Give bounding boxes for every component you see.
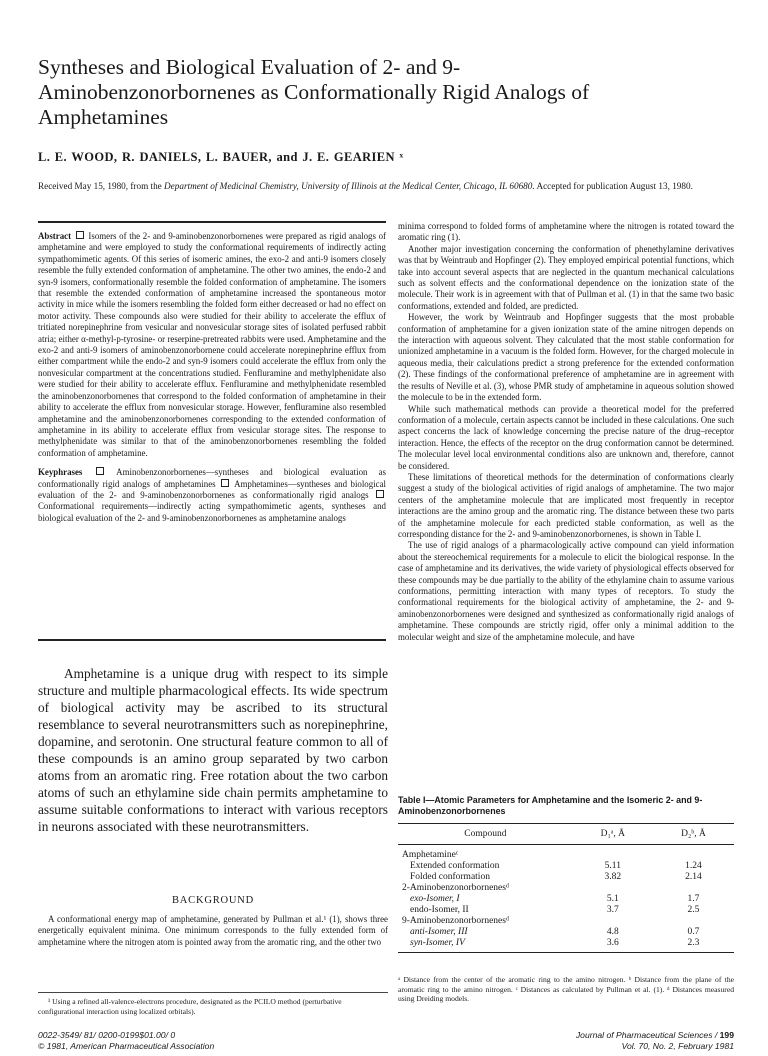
body-paragraph: Another major investigation concerning the conformation of phenethylamine derivatives was that by Weintraub and Hopfinger (2). They employed empirical potential functions, which take into account several aspects that are neglected in the quantum mechanical calculations such as solvent effects and the conformational dependence on the ionization state of the molecule. Their work is in agreement with that of Pullman et al. (1) in that the same two basic conformations, extended and folded, are predicted. xyxy=(398,243,734,311)
table-row xyxy=(398,894,734,905)
abstract-text: Isomers of the 2- and 9-aminobenzonorbornenes were prepared as rigid analogs of amphetamine and were employed to study the conformational requirements of indirectly acting sympathomimetic agents. Of this series of isomeric amines, the exo-2 and anti-9 isomers closely resemble the fully extended conformation of amphetamine. The other two amines, the endo-2 and syn-9 isomers, conformationally resemble the folded conformation of amphetamine. The isomers that resemble the extended conformation of amphetamine increased the spontaneous motor activity in mice while the isomers resembling the folded form either decreased or had no effect on motor activity. These compounds also were studied for their ability to accelerate the efflux of tritiated norepinephrine from vesicular and nonvesicular storage sites of isolated perfused rabbit atria; either α-methyl-p-tyrosine- or reserpine-pretreated rabbits were used. Amphetamine and the exo-2 and anti-9 isomers of aminobenzonorbornene could accelerate norepinephrine efflux from either compartment while the endo-2 and syn-9 isomers could accelerate the efflux from only the nonvesicular compartment at the concentrations studied. Fenfluramine and methylphenidate also were studied for their ability to accelerate efflux. Fenfluramine and methylphenidate resembled the aminobenzonorbornenes that correspond to the folded conformation of amphetamine in their ability to accelerate the efflux from nonvesicular storage. However, fenfluramine also resembled amphetamine and the aminobenzonorbornenes corresponding to the extended conformation of amphetamine in its ability to accelerate efflux from vesicular storage sites. The response to methylphenidate was similar to that of the aminobenzonorbornenes resembling the folded conformation of amphetamine. xyxy=(38,231,387,458)
table-row xyxy=(398,916,734,927)
table-cell-d1 xyxy=(573,916,653,927)
table-row xyxy=(398,905,734,916)
footer-left xyxy=(38,1030,214,1052)
atomic-parameters-table xyxy=(398,823,734,953)
box-bullet-icon xyxy=(76,231,84,239)
table-header-row xyxy=(398,824,734,845)
keyphrase-item: Amphetamines—syntheses and biological evaluation of the 2- and 9-aminobenzonorbornenes as conformationally rigid analogs xyxy=(38,478,386,500)
body-paragraph: minima correspond to folded forms of amphetamine where the nitrogen is rotated toward the aromatic ring (1). xyxy=(398,221,734,243)
table-cell-compound: syn-Isomer, IV xyxy=(398,938,573,953)
body-paragraph: These limitations of theoretical methods for the determination of conformations clearly suggest a study of the biological activities of rigid analogs of amphetamine. The two major centers of the amphetamine molecule that are implicated most frequently in receptor interactions are the amino group and the aromatic ring. The distance between these two parts of the amphetamine molecule for each predicted stable conformation, as well as the corresponding distance for the 2- and 9-aminobenzonorbornenes, is shown in Table I. xyxy=(398,471,734,539)
abstract-box xyxy=(38,221,386,641)
table-cell-compound: exo-Isomer, I xyxy=(410,893,460,904)
footnote: ¹ Using a refined all-valence-electrons procedure, designated as the PCILO method (perturbative configurational interaction using localized orbitals). xyxy=(38,992,388,1016)
table-title: Table I—Atomic Parameters for Amphetamine and the Isomeric 2- and 9-Aminobenzonorbornenes xyxy=(398,795,703,816)
table-cell-d1: 3.82 xyxy=(604,871,622,882)
table-cell-d1: 3.6 xyxy=(573,938,653,953)
table-header-d2: D₂ᵇ, Å xyxy=(653,824,734,845)
table-footnotes: ᵃ Distance from the center of the aromatic ring to the amino nitrogen. ᵇ Distance from the plane of the aromatic ring to the amino nitrogen. ᶜ Distances as calculated by Pullman et al. (1). ᵈ Distances measured using Dreiding models. xyxy=(398,975,734,1004)
box-bullet-icon xyxy=(221,479,229,487)
journal-line xyxy=(576,1030,734,1041)
background-paragraph: A conformational energy map of amphetamine, generated by Pullman et al.¹ (1), shows three energetically equivalent minima. One minimum corresponds to the fully extended form of amphetamine where the nitrogen atom is pointed away from the aromatic ring, and the other two xyxy=(38,914,388,947)
received-lead: Received May 15, 1980, from the xyxy=(38,181,165,191)
table-row xyxy=(398,850,734,861)
table-cell-compound: Amphetamineᶜ xyxy=(402,849,459,860)
table-cell-d2: 0.7 xyxy=(687,926,700,937)
table-cell-d1 xyxy=(573,883,653,894)
table-cell-d2: 1.24 xyxy=(685,860,702,871)
table-cell-d1: 3.7 xyxy=(606,904,619,915)
table-cell-compound: Folded conformation xyxy=(410,871,490,882)
journal-name: Journal of Pharmaceutical Sciences / xyxy=(575,1030,720,1040)
abstract-label: Abstract xyxy=(38,231,72,241)
affiliation: Department of Medicinal Chemistry, University of Illinois at the Medical Center, Chicago, IL 60680. xyxy=(164,181,535,191)
table-cell-compound: Extended conformation xyxy=(410,860,500,871)
body-paragraph: The use of rigid analogs of a pharmacologically active compound can yield information about the stereochemical requirements for a molecule to elicit the biological response. In the case of amphetamine and its derivatives, the wide variety of physiological effects observed for these compounds may be due partially to the ability of the ethylamine chain to assume various conformations, permitting interaction with many types of receptors. To study the conformational requirements for the biological activity of amphetamine, the 2- and 9-aminobenzonorbornenes were designed and synthesized as conformationally rigid analogs of amphetamine. These compounds are strictly rigid, offer only a minimal addition to the molecular weight and size of the amphetamine molecule, and have xyxy=(398,540,734,642)
right-column xyxy=(398,221,734,643)
keyphrases-label: Keyphrases xyxy=(38,467,83,478)
table-cell-d2: 1.7 xyxy=(687,893,700,904)
section-heading-background: BACKGROUND xyxy=(171,895,255,906)
table-cell-d2 xyxy=(653,916,734,927)
volume-issue: Vol. 70, No. 2, February 1981 xyxy=(621,1041,734,1051)
body-paragraph: However, the work by Weintraub and Hopfinger suggests that the most probable conformation of amphetamine for a given ionization state of the amine nitrogen depends on the interaction with aqueous solvent. They calculated that the most stable conformation for unionized amphetamine in a vacuum is the folded form. However, for the charged molecule in aqueous media, their calculations predict a strong preference for the extended conformation (2). These findings of the conformational preference of amphetamine are in agreement with the results of Neville et al. (3), whose PMR study of amphetamine in aqueous solution showed the molecule to be in the extended form. xyxy=(398,312,734,403)
received-line xyxy=(38,180,738,192)
table-cell-compound: 9-Aminobenzonorbornenesᵈ xyxy=(402,915,509,926)
abstract xyxy=(38,231,386,459)
keyphrase-item: Conformational requirements—indirectly acting sympathomimetic agents, syntheses and biological evaluation of the 2- and 9-aminobenzonorbornenes as amphetamine analogs xyxy=(38,501,386,523)
table-cell-d1 xyxy=(573,850,653,861)
table-row xyxy=(398,872,734,883)
table-row xyxy=(398,861,734,872)
table-cell-d2: 2.3 xyxy=(653,938,734,953)
article-title: Syntheses and Biological Evaluation of 2- and 9-Aminobenzonorbornenes as Conformationally Rigid Analogs of Amphetamines xyxy=(38,55,590,129)
table-cell-compound: endo-Isomer, II xyxy=(410,904,469,915)
article-code: 0022-3549/ 81/ 0200-0199$01.00/ 0 xyxy=(38,1030,176,1040)
table-header-compound: Compound xyxy=(398,824,573,845)
table-row xyxy=(398,883,734,894)
box-bullet-icon xyxy=(376,490,384,498)
introduction-paragraph: Amphetamine is a unique drug with respect to its simple structure and multiple pharmacological effects. Its wide spectrum of biological activity may be ascribed to its structural resemblance to several neurotransmitters such as norepinephrine, dopamine, and serotonin. One structural feature common to all of these compounds is an amino group separated by two carbon atoms from an aromatic ring. Free rotation about the two carbon atoms of such an ethylamine side chain permits amphetamine to assume suitable conformations to interact with various receptors in neurons associated with these neurotransmitters. xyxy=(38,666,388,834)
body-paragraph: While such mathematical methods can provide a theoretical model for the preferred conformation of a molecule, certain aspects cannot be included in these calculations. One such aspect concerns the lack of knowledge concerning the precise nature of the drug–receptor interaction. Hence, the effects of the receptor on the drug conformation cannot be determined. The molecular level local environmental conditions also are unknown and, therefore, cannot be considered. xyxy=(398,403,734,471)
author-list: L. E. WOOD, R. DANIELS, L. BAUER, and J. E. GEARIEN ˣ xyxy=(38,150,404,164)
copyright: © 1981, American Pharmaceutical Association xyxy=(38,1041,215,1051)
table-header-d1: D₁ᵃ, Å xyxy=(573,824,653,845)
accepted-date: Accepted for publication August 13, 1980. xyxy=(536,181,693,191)
table-cell-d1: 4.8 xyxy=(606,926,619,937)
table-cell-d1: 5.1 xyxy=(606,893,619,904)
table-cell-compound: 2-Aminobenzonorbornenesᵈ xyxy=(402,882,509,893)
table-cell-d2: 2.14 xyxy=(685,871,702,882)
table-cell-d2 xyxy=(653,883,734,894)
page-number: 199 xyxy=(719,1030,734,1040)
box-bullet-icon xyxy=(96,467,104,475)
keyphrase-item: Aminobenzonorbornenes—syntheses and biological evaluation as conformationally rigid analogs of amphetamines xyxy=(38,467,386,489)
table-row xyxy=(398,927,734,938)
table-cell-d1: 5.11 xyxy=(604,860,621,871)
table-row xyxy=(398,938,734,953)
table-cell-compound: anti-Isomer, III xyxy=(410,926,468,937)
keyphrases xyxy=(38,467,386,524)
table-cell-d2: 2.5 xyxy=(687,904,700,915)
table-cell-d2 xyxy=(653,850,734,861)
footer-right xyxy=(576,1030,734,1052)
